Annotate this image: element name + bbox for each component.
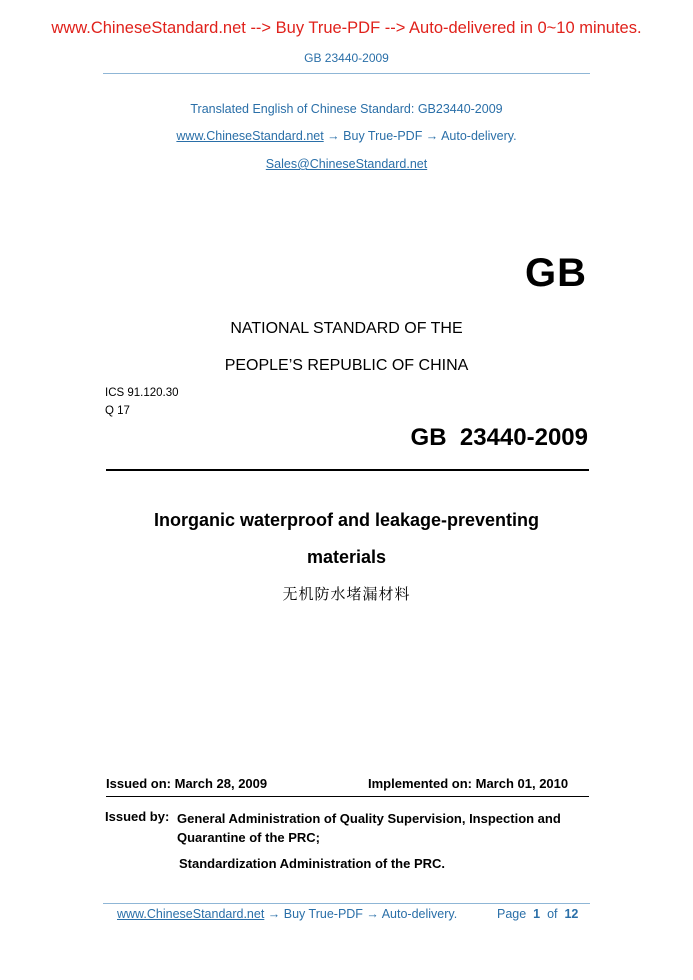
issued-by-label: Issued by: — [105, 809, 170, 824]
site-link[interactable]: www.ChineseStandard.net — [176, 129, 324, 143]
footer-buy-text: → Buy True-PDF → Auto-delivery. — [264, 907, 458, 921]
buy-auto-delivery-text: → Buy True-PDF → Auto-delivery. — [323, 129, 517, 143]
standard-number: GB 23440-2009 — [410, 424, 588, 451]
page-current: 1 — [533, 907, 541, 921]
issue-divider — [106, 796, 589, 797]
national-standard-line1: NATIONAL STANDARD OF THE — [230, 320, 463, 337]
email-link[interactable]: Sales@ChineseStandard.net — [265, 157, 428, 171]
page-of: of — [547, 907, 558, 921]
implemented-on-date: Implemented on: March 01, 2010 — [368, 776, 569, 791]
ccs-code: Q 17 — [105, 405, 130, 417]
gb-logo: GB — [525, 251, 587, 295]
promo-banner[interactable]: www.ChineseStandard.net --> Buy True-PDF --> Auto-delivered in 0~10 minutes. — [51, 19, 642, 37]
translation-links — [0, 129, 693, 143]
page-label: Page — [497, 907, 527, 921]
footer-divider — [103, 903, 590, 904]
page-total: 12 — [564, 907, 579, 921]
title-chinese: 无机防水堵漏材料 — [282, 585, 411, 603]
issued-on-date: Issued on: March 28, 2009 — [106, 776, 268, 791]
title-english-line2: materials — [306, 547, 387, 567]
footer-links — [117, 907, 457, 921]
issuer-aqsiq: General Administration of Quality Supervision, Inspection and Quarantine of the PRC; — [177, 811, 561, 845]
header-standard-code: GB 23440-2009 — [304, 51, 389, 65]
footer-site-link[interactable]: www.ChineseStandard.net — [117, 907, 265, 921]
issuer-sac: Standardization Administration of the PRC. — [179, 856, 446, 871]
title-divider — [106, 469, 589, 471]
email-row — [0, 157, 693, 171]
translation-note: Translated English of Chinese Standard: GB23440-2009 — [190, 102, 503, 116]
national-standard-line2: PEOPLE’S REPUBLIC OF CHINA — [224, 357, 469, 374]
title-english-line1: Inorganic waterproof and leakage-preventing — [153, 510, 540, 530]
header-divider — [103, 73, 590, 74]
page-indicator — [497, 907, 578, 921]
ics-code: ICS 91.120.30 — [105, 387, 179, 399]
